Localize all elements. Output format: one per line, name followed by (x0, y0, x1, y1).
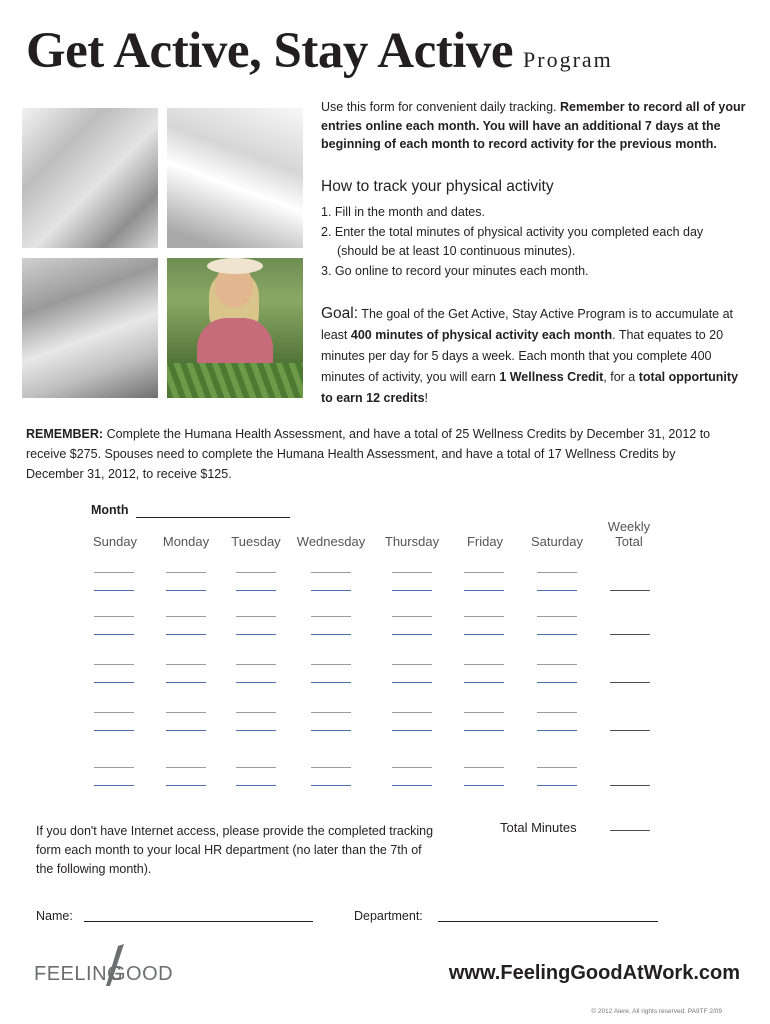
minutes-field-week1-thursday[interactable] (392, 590, 432, 591)
minutes-field-week1-sunday[interactable] (94, 590, 134, 591)
date-field-week3-sunday[interactable] (94, 664, 134, 665)
step-1: 1. Fill in the month and dates. (321, 205, 485, 219)
weekly-total-field-week3[interactable] (610, 682, 650, 683)
minutes-field-week5-tuesday[interactable] (236, 785, 276, 786)
date-field-week5-thursday[interactable] (392, 767, 432, 768)
goal-label: Goal: (321, 305, 359, 322)
minutes-field-week4-wednesday[interactable] (311, 730, 351, 731)
photo-gardening-woman (167, 258, 303, 398)
minutes-field-week1-wednesday[interactable] (311, 590, 351, 591)
feeling-good-logo (32, 940, 174, 988)
date-field-week2-sunday[interactable] (94, 616, 134, 617)
name-field[interactable] (84, 921, 313, 922)
minutes-field-week1-friday[interactable] (464, 590, 504, 591)
minutes-field-week2-saturday[interactable] (537, 634, 577, 635)
date-field-week3-friday[interactable] (464, 664, 504, 665)
photo-stretching (167, 108, 303, 248)
date-field-week2-thursday[interactable] (392, 616, 432, 617)
date-field-week5-saturday[interactable] (537, 767, 577, 768)
instruction-steps (321, 203, 751, 281)
month-label: Month (91, 503, 129, 517)
date-field-week1-saturday[interactable] (537, 572, 577, 573)
minutes-field-week3-friday[interactable] (464, 682, 504, 683)
title-main: Get Active, Stay Active (26, 23, 514, 79)
minutes-field-week1-monday[interactable] (166, 590, 206, 591)
minutes-field-week2-tuesday[interactable] (236, 634, 276, 635)
goal-text (321, 303, 741, 409)
date-field-week3-tuesday[interactable] (236, 664, 276, 665)
date-field-week3-thursday[interactable] (392, 664, 432, 665)
goal-part-3: , for a (603, 370, 639, 384)
minutes-field-week5-monday[interactable] (166, 785, 206, 786)
date-field-week4-sunday[interactable] (94, 712, 134, 713)
goal-part-2: . That equates to 20 minutes per day for 5 days a week. Each month that you complete 400 minutes of activity, you will earn (321, 328, 724, 384)
goal-part-1: The goal of the Get Active, Stay Active Program is to accumulate at least (321, 307, 734, 342)
minutes-field-week2-wednesday[interactable] (311, 634, 351, 635)
weekly-total-header (594, 519, 664, 549)
minutes-field-week1-tuesday[interactable] (236, 590, 276, 591)
date-field-week5-monday[interactable] (166, 767, 206, 768)
minutes-field-week2-monday[interactable] (166, 634, 206, 635)
day-header-monday: Monday (162, 534, 210, 549)
minutes-field-week1-saturday[interactable] (537, 590, 577, 591)
date-field-week3-saturday[interactable] (537, 664, 577, 665)
minutes-field-week4-friday[interactable] (464, 730, 504, 731)
date-field-week4-thursday[interactable] (392, 712, 432, 713)
page-title (26, 22, 613, 80)
minutes-field-week5-thursday[interactable] (392, 785, 432, 786)
date-field-week2-wednesday[interactable] (311, 616, 351, 617)
date-field-week4-monday[interactable] (166, 712, 206, 713)
step-2-note: (should be at least 10 continuous minutes). (337, 244, 576, 258)
step-2: 2. Enter the total minutes of physical activity you completed each day (321, 224, 704, 239)
minutes-field-week3-sunday[interactable] (94, 682, 134, 683)
goal-bold-3: total opportunity to earn 12 credits (321, 370, 739, 405)
month-field[interactable] (136, 517, 290, 518)
date-field-week1-sunday[interactable] (94, 572, 134, 573)
department-label: Department: (354, 909, 423, 923)
date-field-week2-monday[interactable] (166, 616, 206, 617)
date-field-week2-tuesday[interactable] (236, 616, 276, 617)
remember-note (26, 424, 716, 484)
date-field-week1-friday[interactable] (464, 572, 504, 573)
weekly-total-field-week2[interactable] (610, 634, 650, 635)
day-header-thursday: Thursday (384, 534, 440, 549)
weekly-total-field-week5[interactable] (610, 785, 650, 786)
date-field-week5-wednesday[interactable] (311, 767, 351, 768)
date-field-week1-monday[interactable] (166, 572, 206, 573)
minutes-field-week4-monday[interactable] (166, 730, 206, 731)
minutes-field-week3-saturday[interactable] (537, 682, 577, 683)
date-field-week4-wednesday[interactable] (311, 712, 351, 713)
minutes-field-week3-thursday[interactable] (392, 682, 432, 683)
day-header-tuesday: Tuesday (231, 534, 281, 549)
day-header-friday: Friday (466, 534, 504, 549)
date-field-week3-monday[interactable] (166, 664, 206, 665)
weekly-total-field-week1[interactable] (610, 590, 650, 591)
minutes-field-week3-wednesday[interactable] (311, 682, 351, 683)
date-field-week5-friday[interactable] (464, 767, 504, 768)
day-header-saturday: Saturday (530, 534, 584, 549)
weekly-header-line-2: Total (615, 534, 643, 549)
photo-running-blur (22, 258, 158, 398)
total-minutes-field[interactable] (610, 830, 650, 831)
how-to-heading: How to track your physical activity (321, 178, 554, 195)
copyright-text: © 2012 Alere. All rights reserved. PA9TF 2/09 (591, 1008, 722, 1015)
date-field-week4-tuesday[interactable] (236, 712, 276, 713)
goal-bold-2: 1 Wellness Credit (499, 370, 604, 384)
website-url[interactable]: www.FeelingGoodAtWork.com (448, 962, 740, 984)
minutes-field-week5-wednesday[interactable] (311, 785, 351, 786)
date-field-week2-saturday[interactable] (537, 616, 577, 617)
date-field-week1-tuesday[interactable] (236, 572, 276, 573)
date-field-week4-saturday[interactable] (537, 712, 577, 713)
weekly-header-line-1: Weekly (607, 519, 651, 534)
minutes-field-week4-saturday[interactable] (537, 730, 577, 731)
minutes-field-week3-monday[interactable] (166, 682, 206, 683)
logo-text-left: FEELING (34, 963, 124, 985)
date-field-week5-tuesday[interactable] (236, 767, 276, 768)
minutes-field-week4-thursday[interactable] (392, 730, 432, 731)
date-field-week1-thursday[interactable] (392, 572, 432, 573)
department-field[interactable] (438, 921, 658, 922)
intro-plain: Use this form for convenient daily tracking. (321, 100, 560, 114)
date-field-week5-sunday[interactable] (94, 767, 134, 768)
date-field-week4-friday[interactable] (464, 712, 504, 713)
date-field-week3-wednesday[interactable] (311, 664, 351, 665)
day-header-wednesday: Wednesday (296, 534, 366, 549)
logo-text-right: GOOD (110, 963, 174, 985)
minutes-field-week3-tuesday[interactable] (236, 682, 276, 683)
intro-bold: Remember to record all of your entries online each month. You will have an additional 7 days at the beginning of each month to record activity for the previous month. (321, 100, 746, 151)
minutes-field-week4-tuesday[interactable] (236, 730, 276, 731)
internet-access-note: If you don't have Internet access, please provide the completed tracking form each month to your local HR department (no later than the 7th of the following month). (36, 824, 434, 876)
minutes-field-week4-sunday[interactable] (94, 730, 134, 731)
weekly-total-field-week4[interactable] (610, 730, 650, 731)
remember-label: REMEMBER: (26, 427, 104, 441)
minutes-field-week2-thursday[interactable] (392, 634, 432, 635)
total-minutes-label: Total Minutes (500, 820, 577, 835)
goal-part-4: ! (424, 391, 428, 405)
step-3: 3. Go online to record your minutes each month. (321, 263, 589, 278)
intro-text (321, 98, 751, 154)
date-field-week1-wednesday[interactable] (311, 572, 351, 573)
remember-text: Complete the Humana Health Assessment, and have a total of 25 Wellness Credits by December 31, 2012 to receive $275. Spouses need to complete the Humana Health Assessment, and have a total of 17 Wellness Credits by December 31, 2012, to receive $125. (26, 427, 711, 481)
minutes-field-week2-sunday[interactable] (94, 634, 134, 635)
title-sub: Program (523, 47, 613, 72)
minutes-field-week5-friday[interactable] (464, 785, 504, 786)
minutes-field-week5-sunday[interactable] (94, 785, 134, 786)
date-field-week2-friday[interactable] (464, 616, 504, 617)
name-label: Name: (36, 909, 73, 923)
day-header-sunday: Sunday (92, 534, 138, 549)
goal-bold-1: 400 minutes of physical activity each month (350, 328, 613, 342)
minutes-field-week2-friday[interactable] (464, 634, 504, 635)
minutes-field-week5-saturday[interactable] (537, 785, 577, 786)
photo-runner-feet (22, 108, 158, 248)
